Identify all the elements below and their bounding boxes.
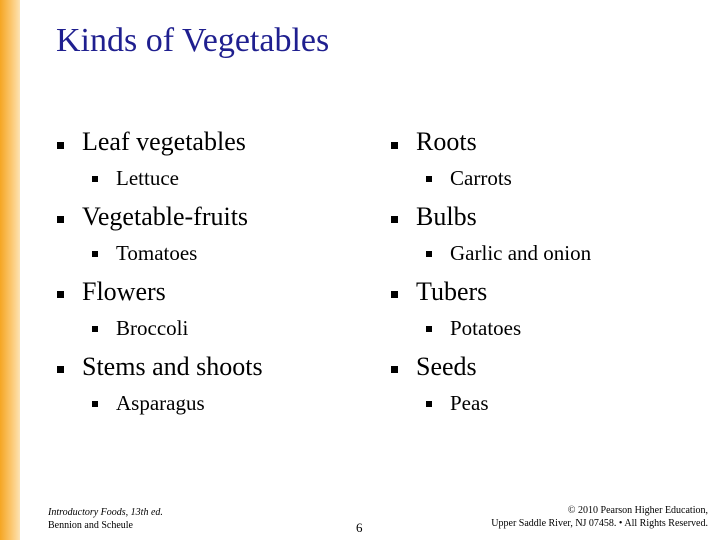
- bullet-icon: [57, 216, 64, 223]
- footer-citation: [48, 506, 163, 532]
- category-seeds: Seeds: [416, 352, 477, 381]
- bullet-icon: [57, 291, 64, 298]
- category-flowers: Flowers: [82, 277, 166, 306]
- bullet-icon: [92, 251, 98, 257]
- example-garlic-and-onion: Garlic and onion: [450, 241, 592, 265]
- example-broccoli: Broccoli: [116, 316, 189, 340]
- category-leaf-vegetables: Leaf vegetables: [82, 127, 246, 156]
- category-bulbs: Bulbs: [416, 202, 477, 231]
- example-lettuce: Lettuce: [116, 166, 179, 190]
- bullet-icon: [391, 366, 398, 373]
- book-authors: Bennion and Scheule: [48, 520, 133, 531]
- footer-copyright: [408, 504, 708, 530]
- slide-title: Kinds of Vegetables: [56, 22, 330, 59]
- bullet-icon: [391, 142, 398, 149]
- bullet-icon: [92, 326, 98, 332]
- example-tomatoes: Tomatoes: [116, 241, 198, 265]
- bullet-icon: [426, 326, 432, 332]
- example-potatoes: Potatoes: [450, 316, 522, 340]
- category-tubers: Tubers: [416, 277, 488, 306]
- bullet-icon: [391, 216, 398, 223]
- copyright-line-2: Upper Saddle River, NJ 07458. • All Rights Reserved.: [491, 518, 708, 529]
- category-roots: Roots: [416, 127, 477, 156]
- book-title: Introductory Foods, 13th ed.: [48, 507, 163, 518]
- bullet-icon: [57, 366, 64, 373]
- page-number: 6: [356, 520, 363, 535]
- example-peas: Peas: [450, 391, 489, 415]
- bullet-icon: [426, 401, 432, 407]
- example-asparagus: Asparagus: [116, 391, 205, 415]
- copyright-line-1: © 2010 Pearson Higher Education,: [567, 505, 708, 516]
- category-stems-and-shoots: Stems and shoots: [82, 352, 263, 381]
- example-carrots: Carrots: [450, 166, 512, 190]
- bullet-icon: [92, 401, 98, 407]
- accent-side-bar: [0, 0, 20, 540]
- bullet-icon: [92, 176, 98, 182]
- category-vegetable-fruits: Vegetable-fruits: [82, 202, 249, 231]
- bullet-icon: [57, 142, 64, 149]
- bullet-icon: [426, 251, 432, 257]
- bullet-icon: [391, 291, 398, 298]
- bullet-icon: [426, 176, 432, 182]
